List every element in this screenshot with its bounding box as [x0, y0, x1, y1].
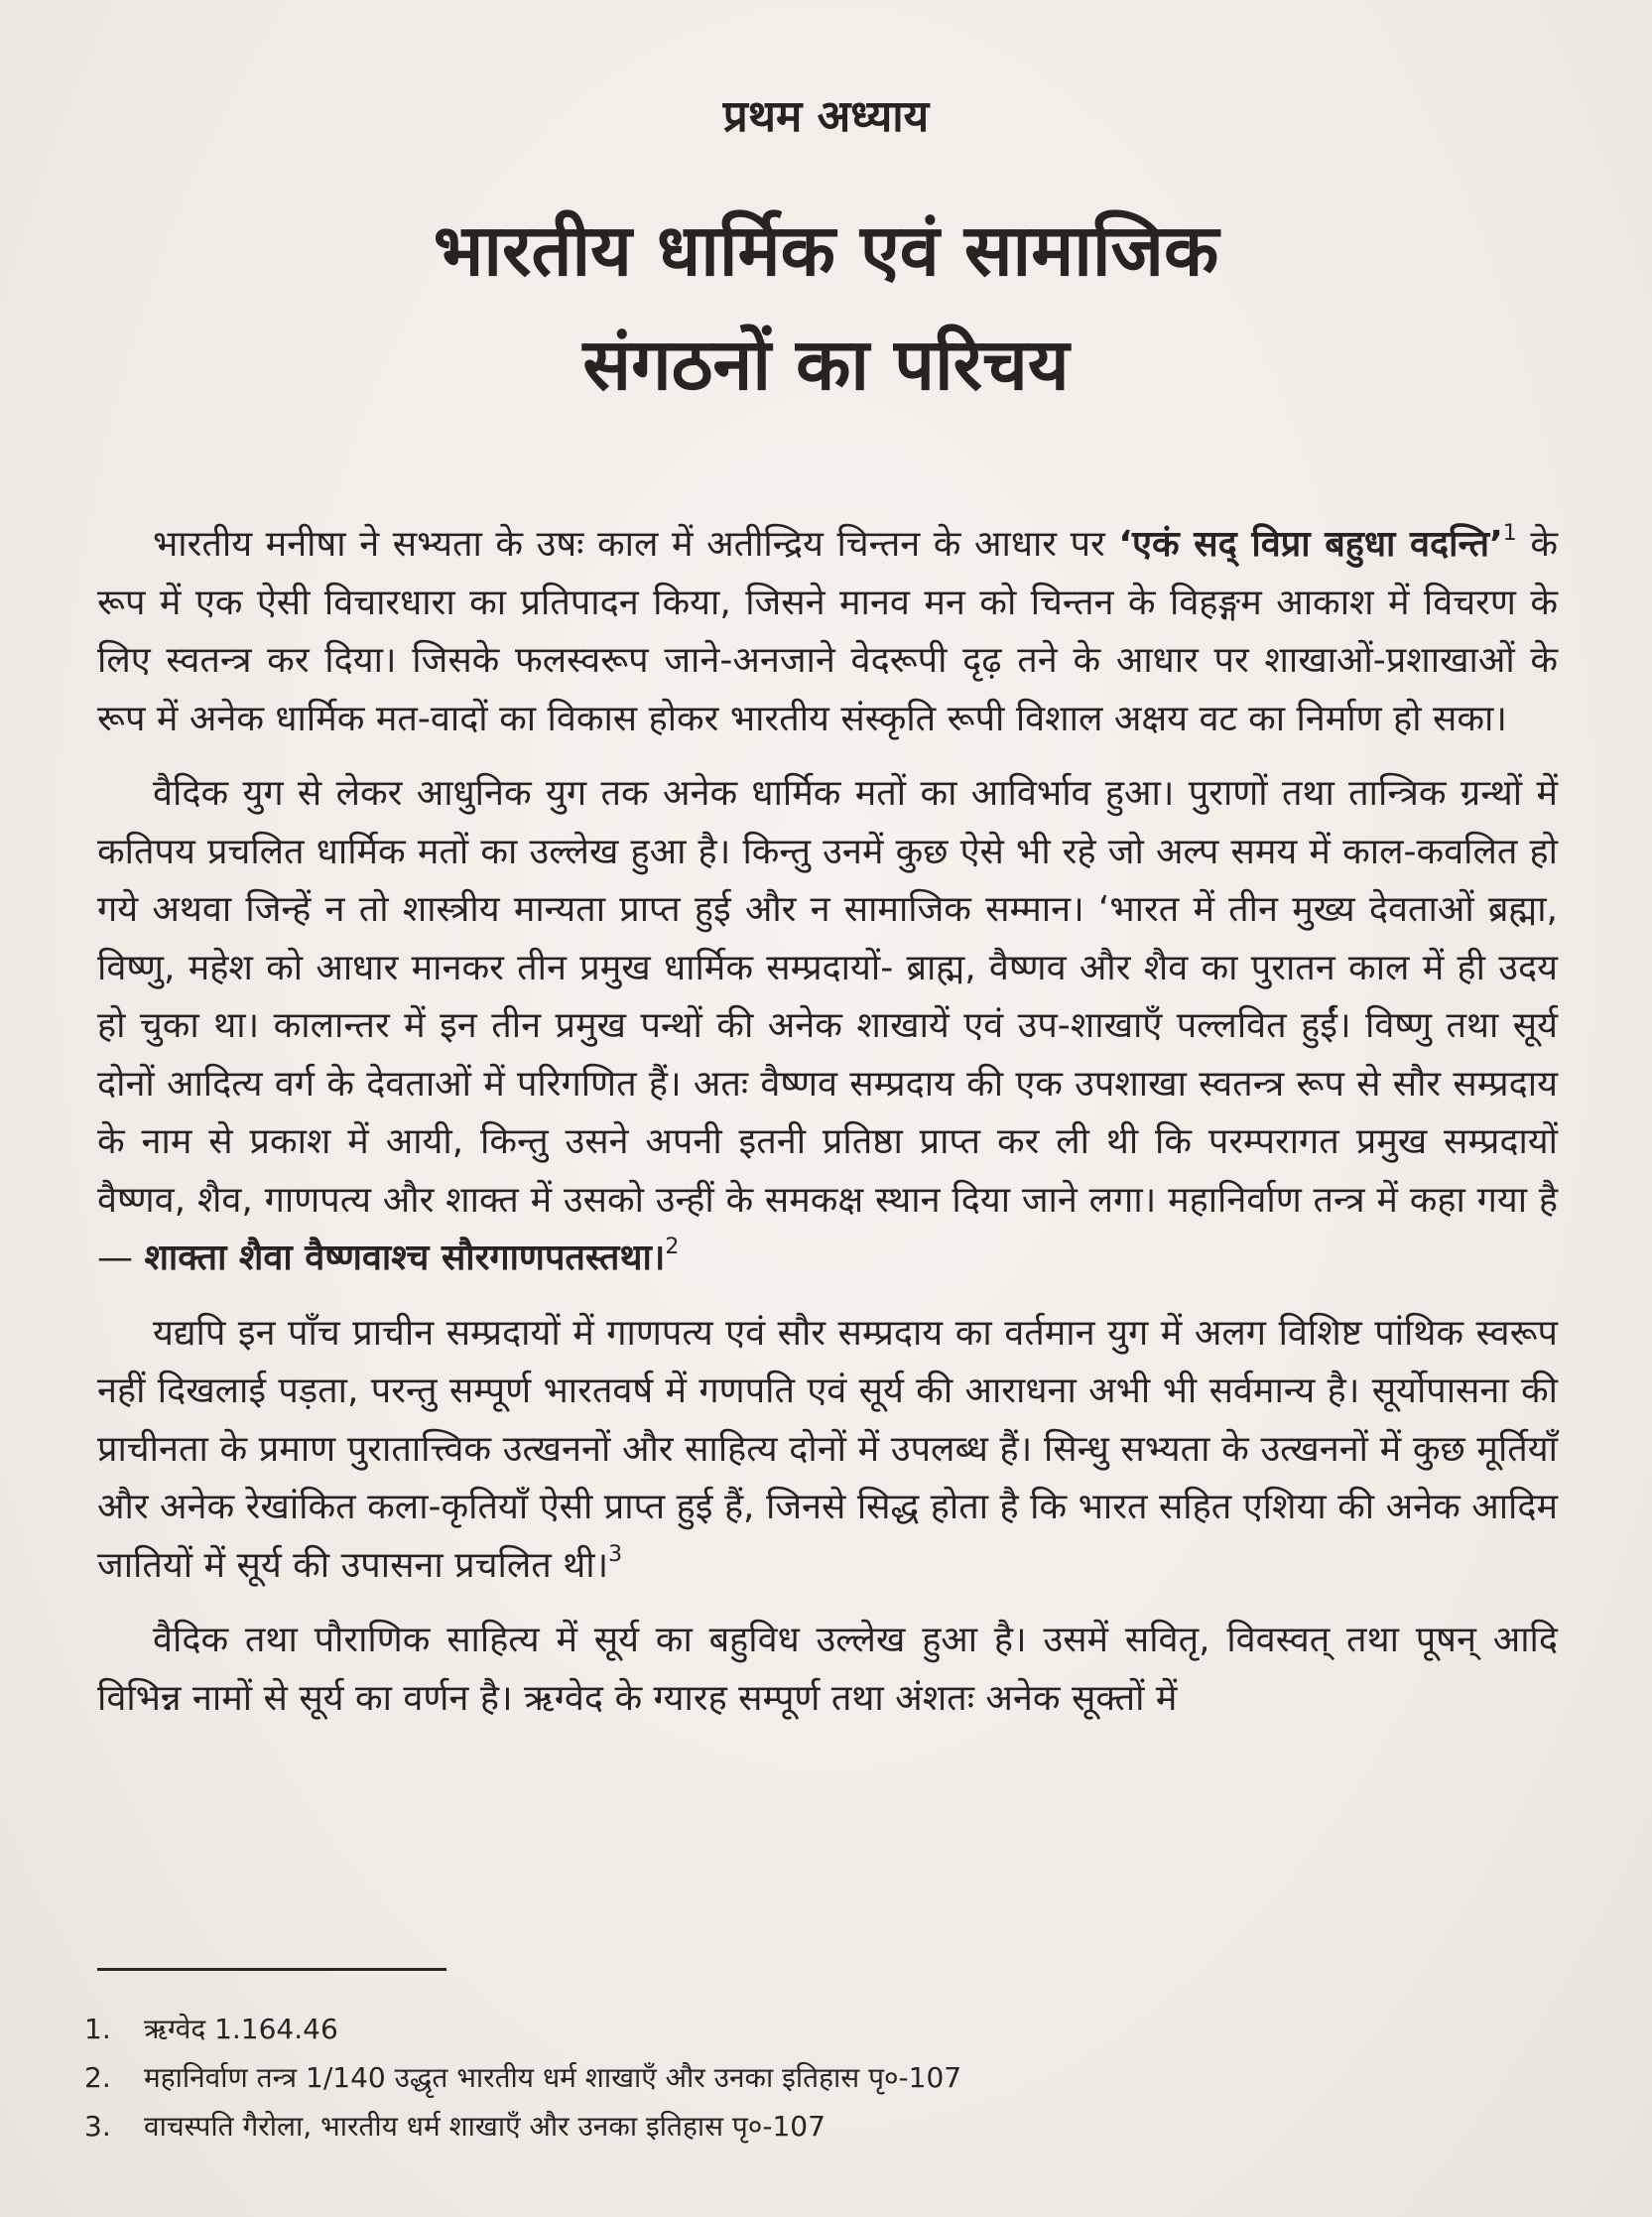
- vedic-quote: ‘एकं सद् विप्रा बहुधा वदन्ति’: [1118, 524, 1503, 565]
- footnote-number: 3.: [84, 2110, 111, 2143]
- paragraph-3: [97, 1305, 1558, 1596]
- footnote-item: [84, 2005, 1374, 2053]
- paragraph-1: [97, 516, 1558, 748]
- chapter-title-line-2: संगठनों का परिचय: [582, 323, 1070, 406]
- footnote-text: महानिर्वाण तन्त्र 1/140 उद्धृत भारतीय धर्म शाखाएँ और उनका इतिहास पृ०-107: [144, 2061, 962, 2094]
- footnote-ref-2: 2: [665, 1235, 680, 1259]
- chapter-title-line-1: भारतीय धार्मिक एवं सामाजिक: [433, 208, 1219, 292]
- chapter-label: प्रथम अध्याय: [722, 91, 930, 142]
- paragraph-4-text: वैदिक तथा पौराणिक साहित्य में सूर्य का बहुविध उल्लेख हुआ है। उसमें सवितृ, विवस्वत् तथा पूषन् आदि विभिन्न नामों से सूर्य का वर्णन है। ऋग्वेद के ग्यारह सम्पूर्ण तथा अंशतः अनेक सूक्तों में: [97, 1620, 1558, 1719]
- footnote-number: 2.: [84, 2061, 111, 2094]
- footnotes: [84, 2005, 1374, 2151]
- footnote-item: [84, 2053, 1374, 2102]
- paragraph-1-text-b: के रूप में एक ऐसी विचारधारा का प्रतिपादन किया, जिसने मानव मन को चिन्तन के विहङ्गम आकाश में विचरण के लिए स्वतन्त्र कर दिया। जिसके फलस्वरूप जाने-अनजाने वेदरूपी दृढ़ तने के आधार पर शाखाओं-प्रशाखाओं के रूप में अनेक धार्मिक मत-वादों का विकास होकर भारतीय संस्कृति रूपी विशाल अक्षय वट का निर्माण हो सका।: [97, 524, 1558, 739]
- chapter-title: [0, 194, 1652, 422]
- footnote-ref-3: 3: [608, 1541, 623, 1567]
- paragraph-4: [97, 1612, 1558, 1728]
- footnote-item: [84, 2102, 1374, 2151]
- footnote-ref-1: 1: [1502, 521, 1517, 546]
- footnote-text: वाचस्पति गैरोला, भारतीय धर्म शाखाएँ और उनका इतिहास पृ०-107: [144, 2110, 826, 2143]
- tantra-quote: शाक्ता शैवा वैष्णवाश्च सौरगाणपतस्तथा।: [144, 1238, 666, 1278]
- footnote-number: 1.: [84, 2013, 111, 2045]
- paragraph-1-text-a: भारतीय मनीषा ने सभ्यता के उषः काल में अतीन्द्रिय चिन्तन के आधार पर: [153, 524, 1119, 565]
- body-text: [97, 516, 1558, 1745]
- paragraph-3-text: यद्यपि इन पाँच प्राचीन सम्प्रदायों में गाणपत्य एवं सौर सम्प्रदाय का वर्तमान युग में अलग विशिष्ट पांथिक स्वरूप नहीं दिखलाई पड़ता, परन्तु सम्पूर्ण भारतवर्ष में गणपति एवं सूर्य की आराधना अभी भी सर्वमान्य है। सूर्योपासना की प्राचीनता के प्रमाण पुरातात्त्विक उत्खननों और साहित्य दोनों में उपलब्ध हैं। सिन्धु सभ्यता के उत्खननों में कुछ मूर्तियाँ और अनेक रेखांकित कला-कृतियाँ ऐसी प्राप्त हुई हैं, जिनसे सिद्ध होता है कि भारत सहित एशिया की अनेक आदिम जातियों में सूर्य की उपासना प्रचलित थी।: [97, 1312, 1558, 1586]
- paragraph-2-text: वैदिक युग से लेकर आधुनिक युग तक अनेक धार्मिक मतों का आविर्भाव हुआ। पुराणों तथा तान्त्रिक ग्रन्थों में कतिपय प्रचलित धार्मिक मतों का उल्लेख हुआ है। किन्तु उनमें कुछ ऐसे भी रहे जो अल्प समय में काल-कवलित हो गये अथवा जिन्हें न तो शास्त्रीय मान्यता प्राप्त हुई और न सामाजिक सम्मान। ‘भारत में तीन मुख्य देवताओं ब्रह्मा, विष्णु, महेश को आधार मानकर तीन प्रमुख धार्मिक सम्प्रदायों- ब्राह्म, वैष्णव और शैव का पुरातन काल में ही उदय हो चुका था। कालान्तर में इन तीन प्रमुख पन्थों की अनेक शाखायें एवं उप-शाखाएँ पल्लवित हुईं। विष्णु तथा सूर्य दोनों आदित्य वर्ग के देवताओं में परिगणित हैं। अतः वैष्णव सम्प्रदाय की एक उपशाखा स्वतन्त्र रूप से सौर सम्प्रदाय के नाम से प्रकाश में आयी, किन्तु उसने अपनी इतनी प्रतिष्ठा प्राप्त कर ली थी कि परम्परागत प्रमुख सम्प्रदायों वैष्णव, शैव, गाणपत्य और शाक्त में उसको उन्हीं के समकक्ष स्थान दिया जाने लगा। महानिर्वाण तन्त्र में कहा गया है—: [97, 773, 1558, 1278]
- footnote-text: ऋग्वेद 1.164.46: [144, 2013, 338, 2045]
- footnote-divider: [97, 1968, 446, 1971]
- paragraph-2: [97, 765, 1558, 1288]
